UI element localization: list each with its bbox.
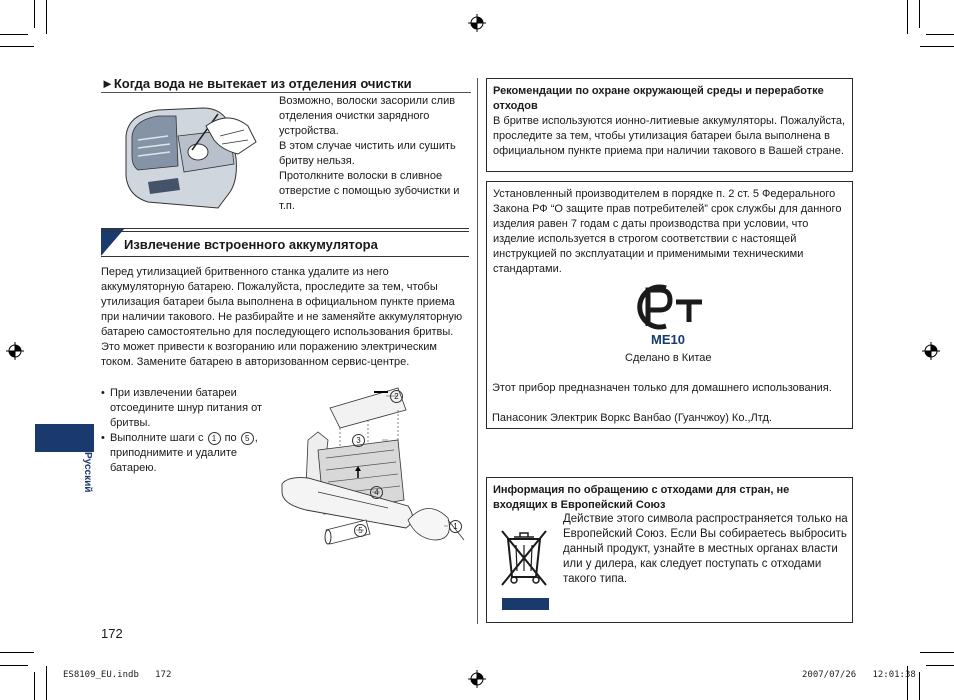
diagram-label: 1 [449, 520, 462, 533]
crop-mark [919, 0, 920, 28]
drain-instructions [279, 94, 465, 214]
paragraph: Протолкните волоски в сливное отверстие с помощью зубочистки и т.п. [279, 170, 460, 212]
bullet-text: При извлечении батареи отсоедините шнур питания от бритвы. [110, 387, 263, 429]
certificate-code: ME10 [651, 332, 685, 347]
diagram-label: 4 [370, 486, 383, 499]
made-in-text: Сделано в Китае [625, 352, 712, 364]
crop-mark [920, 652, 954, 653]
diagram-label: 2 [390, 390, 403, 403]
registration-mark-icon [468, 14, 486, 32]
bullet-text: Выполните шаги с [110, 432, 204, 444]
waste-symbol-bar [502, 598, 549, 610]
box-title: Рекомендации по охране окружающей среды и переработке отходов [493, 85, 824, 112]
service-life-text: Установленный производителем в порядке п. 2 ст. 5 Федерального Закона РФ “О защите прав потребителей” срок службы для данного изделия равен 7 годам с даты производства при условии, что изделие используется в строгом соответствии с настоящей инструкцией по эксплуатации и применимыми техническими стандартами. [493, 188, 842, 275]
footer-timestamp: 2007/07/26 12:01:38 [802, 670, 916, 680]
list-item [101, 431, 273, 476]
crop-mark [34, 0, 35, 28]
environment-box [486, 78, 853, 172]
crop-mark [926, 34, 954, 35]
paragraph: В этом случае чистить или сушить бритву нельзя. [279, 140, 456, 167]
battery-steps [101, 386, 273, 476]
section-rule [101, 256, 469, 257]
section-title-battery: Извлечение встроенного аккумулятора [124, 237, 378, 252]
paragraph: Возможно, волоски засорили слив отделения очистки зарядного устройства. [279, 95, 456, 137]
charger-cleaning-illustration [118, 96, 258, 214]
section-corner-marker-icon [101, 228, 125, 256]
crop-mark [0, 46, 34, 47]
crop-mark [0, 665, 28, 666]
box-text: В бритве используются ионно-литиевые аккумуляторы. Пожалуйста, проследите за тем, чтобы утилизация батареи была выполнена в официальном пункте приема при наличии такового в Вашей стране. [493, 115, 846, 157]
section-rule [101, 231, 469, 232]
household-use-text: Этот прибор предназначен только для домашнего использования. [492, 382, 832, 394]
crop-mark [46, 666, 47, 700]
registration-mark-icon [468, 670, 486, 688]
manufacturer-text: Панасоник Электрик Воркс Ванбао (Гуанчжоу) Ко.,Лтд. [492, 412, 772, 424]
exploded-shaver-diagram [278, 380, 470, 562]
language-tab [35, 424, 94, 452]
crop-mark [46, 0, 47, 34]
box-title: Информация по обращению с отходами для стран, не входящих в Европейский Союз [493, 484, 790, 511]
crossed-out-wheelie-bin-icon [500, 527, 550, 589]
step-number: 1 [208, 432, 221, 445]
pct-certification-logo-icon [636, 282, 704, 332]
section-rule [101, 228, 469, 229]
language-tab-label: Русский [82, 452, 93, 493]
crop-mark [926, 665, 954, 666]
crop-mark [907, 0, 908, 34]
waste-text: Действие этого символа распространяется только на Европейский Союз. Если Вы собираетесь выбросить данный продукт, узнайте в местных органах власти или у дилера, как следует поступать с отходами такого типа. [563, 513, 848, 585]
registration-mark-icon [922, 342, 940, 360]
bullet-text: , приподнимите и удалите батарею. [110, 432, 258, 474]
diagram-label: 3 [352, 434, 365, 447]
bullet-text: по [224, 432, 237, 444]
step-number: 5 [241, 432, 254, 445]
diagram-label: 5 [354, 524, 367, 537]
column-divider [477, 78, 478, 624]
crop-mark [0, 34, 28, 35]
footer-file-info: ES8109_EU.indb 172 [63, 670, 172, 680]
crop-mark [919, 672, 920, 700]
section-rule [101, 92, 471, 93]
list-item [101, 386, 273, 431]
crop-mark [34, 672, 35, 700]
crop-mark [0, 652, 34, 653]
section-title-drain: ►Когда вода не вытекает из отделения очистки [101, 76, 412, 91]
battery-intro: Перед утилизацией бритвенного станка удалите из него аккумуляторную батарею. Пожалуйста, проследите за тем, чтобы утилизация батареи была выполнена в официальном пункте приема при наличии такового. Не разбирайте и не заменяйте аккумуляторную батарею самостоятельно для последующего использования бритвы. Это может привести к возгоранию или поражению электрическим током. Замените батарею в авторизованном сервис-центре. [101, 266, 463, 368]
page-number: 172 [101, 626, 123, 641]
crop-mark [920, 46, 954, 47]
registration-mark-icon [6, 342, 24, 360]
